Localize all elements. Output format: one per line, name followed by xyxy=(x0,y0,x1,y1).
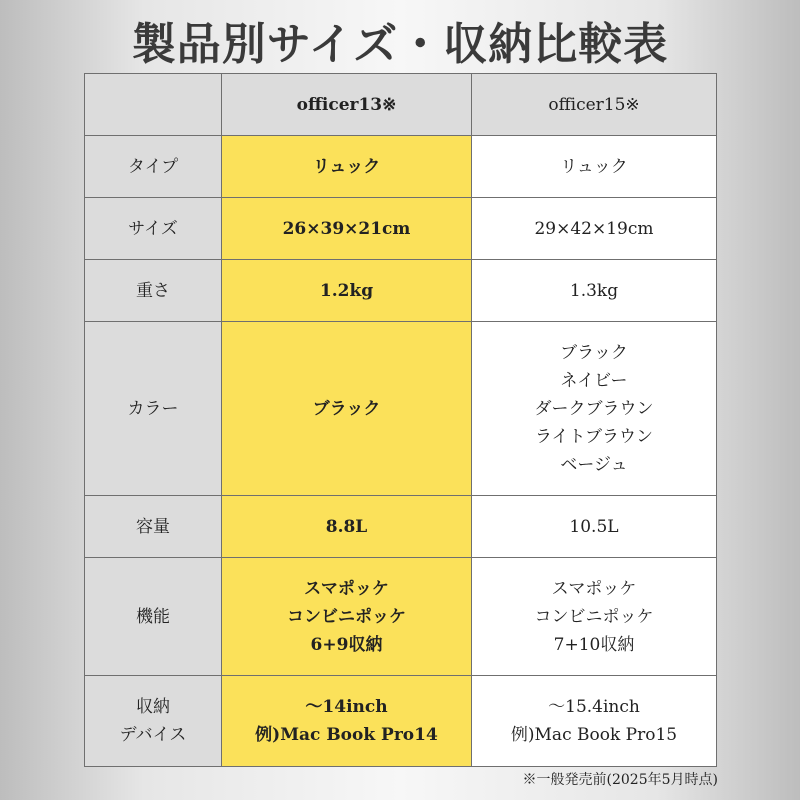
table-row xyxy=(85,260,717,322)
officer13-color-cell: ブラック xyxy=(222,322,472,496)
row-label-device: 収納 デバイス xyxy=(85,676,222,767)
table-row xyxy=(85,676,717,767)
table-header-row xyxy=(85,74,717,136)
page-title: 製品別サイズ・収納比較表 xyxy=(131,19,669,70)
officer15-type-cell: リュック xyxy=(472,136,717,198)
officer13-type-cell: リュック xyxy=(222,136,472,198)
header-officer15: officer15※ xyxy=(472,74,717,136)
row-label-size: サイズ xyxy=(85,198,222,260)
officer15-color-cell: ブラック ネイビー ダークブラウン ライトブラウン ベージュ xyxy=(472,322,717,496)
header-officer13: officer13※ xyxy=(222,74,472,136)
comparison-table xyxy=(84,73,717,767)
officer15-weight-cell: 1.3kg xyxy=(472,260,717,322)
officer15-device-cell: 〜15.4inch 例)Mac Book Pro15 xyxy=(472,676,717,767)
row-label-capacity: 容量 xyxy=(85,496,222,558)
officer13-capacity-cell: 8.8L xyxy=(222,496,472,558)
footnote: ※一般発売前(2025年5月時点) xyxy=(522,772,718,788)
table-row xyxy=(85,496,717,558)
row-label-type: タイプ xyxy=(85,136,222,198)
table-row xyxy=(85,198,717,260)
officer13-features-cell: スマポッケ コンビニポッケ 6+9収納 xyxy=(222,558,472,676)
row-label-weight: 重さ xyxy=(85,260,222,322)
officer13-size-cell: 26×39×21cm xyxy=(222,198,472,260)
officer15-capacity-cell: 10.5L xyxy=(472,496,717,558)
row-label-color: カラー xyxy=(85,322,222,496)
table-row xyxy=(85,558,717,676)
officer13-device-cell: 〜14inch 例)Mac Book Pro14 xyxy=(222,676,472,767)
officer15-size-cell: 29×42×19cm xyxy=(472,198,717,260)
row-label-features: 機能 xyxy=(85,558,222,676)
officer13-weight-cell: 1.2kg xyxy=(222,260,472,322)
table-row xyxy=(85,322,717,496)
officer15-features-cell: スマポッケ コンビニポッケ 7+10収納 xyxy=(472,558,717,676)
header-corner-cell xyxy=(85,74,222,136)
table-row xyxy=(85,136,717,198)
